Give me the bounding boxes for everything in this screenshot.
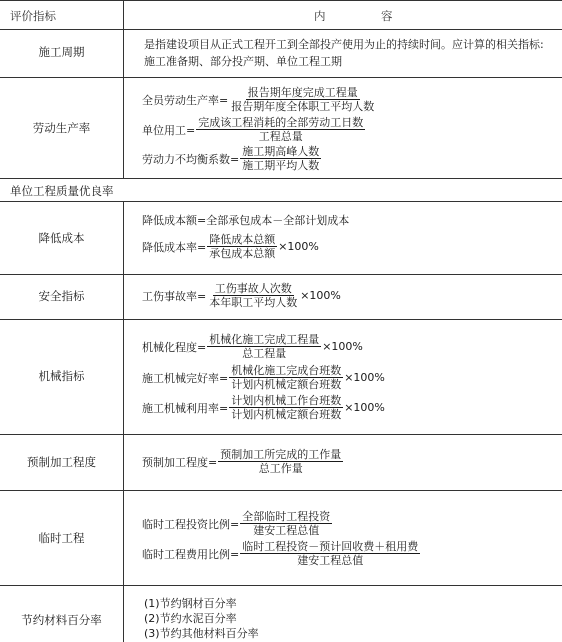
fraction [207,233,277,260]
numerator: 机械化施工完成台班数 [231,364,342,377]
denominator: 总工程量 [242,347,287,360]
formula-lhs: 全员劳动生产率= [142,93,229,107]
formula-tail: ×100% [278,240,319,253]
formula-machine-availability [142,364,385,391]
formula-tail: ×100% [344,371,385,384]
formula-injury-rate [142,282,341,309]
denominator: 计划内机械定额台班数 [231,408,342,421]
table-rule [0,29,562,30]
table-rule [0,178,562,179]
formula-lhs: 机械化程度= [142,340,207,354]
denominator: 计划内机械定额台班数 [231,378,342,391]
formula-lhs: 工伤事故率= [142,289,207,303]
formula-cost-reduction-rate [142,233,319,260]
denominator: 建安工程总值 [253,524,320,537]
formula-text: 降低成本额=全部承包成本－全部计划成本 [142,214,350,227]
numerator: 机械化施工完成工程量 [209,333,320,346]
table-rule [0,77,562,78]
table-rule [0,585,562,586]
formula-mechanization-degree [142,333,363,360]
table-rule [123,201,124,642]
row-label-cost-reduction: 降低成本 [38,231,85,245]
fraction [240,540,420,567]
formula-lhs: 劳动力不均衡系数= [142,152,240,166]
table-rule [0,274,562,275]
formula-tail: ×100% [344,401,385,414]
formula-tail: ×100% [300,289,341,302]
construction-period-text: 是指建设项目从正式工程开工到全部投产使用为止的持续时间。应计算的相关指标:施工准备期、部分投产期、单位工程工期 [144,38,544,68]
row-label-quality-rate: 单位工程质量优良率 [10,184,114,198]
numerator: 临时工程投资－预计回收费＋租用费 [242,540,419,553]
denominator: 本年职工平均人数 [209,296,298,309]
numerator: 完成该工程消耗的全部劳动工日数 [198,116,364,129]
numerator: 预制加工所完成的工作量 [220,448,342,461]
row-label-temporary: 临时工程 [38,531,85,545]
formula-tail: ×100% [322,340,363,353]
table-rule [0,201,562,202]
numerator: 工伤事故人次数 [214,282,292,295]
formula-lhs: 施工机械利用率= [142,401,229,415]
denominator: 建安工程总值 [297,554,364,567]
fraction [218,448,343,475]
row-label-labor-productivity: 劳动生产率 [32,121,91,135]
formula-labor-imbalance [142,145,322,172]
formula-temporary-investment-ratio [142,510,333,537]
formula-lhs: 施工机械完好率= [142,371,229,385]
row-label-safety: 安全指标 [38,289,85,303]
row-label-machinery: 机械指标 [38,369,85,383]
numerator: 施工期高峰人数 [242,145,320,158]
numerator: 全部临时工程投资 [242,510,331,523]
numerator: 报告期年度完成工程量 [247,86,358,99]
formula-temporary-cost-ratio [142,540,421,567]
row-label-construction-period: 施工周期 [38,45,85,59]
table-rule [0,490,562,491]
numerator: 计划内机械工作台班数 [231,394,342,407]
list-item: (1)节约钢材百分率 [144,597,237,610]
formula-lhs: 降低成本率= [142,240,207,254]
denominator: 总工作量 [258,462,303,475]
fraction [229,86,376,113]
denominator: 报告期年度全体职工平均人数 [231,100,375,113]
table-rule [0,434,562,435]
header-content: 内 容 [314,9,415,23]
fraction [207,282,299,309]
formula-overall-labor-productivity [142,86,377,113]
fraction [196,116,365,143]
numerator: 降低成本总额 [209,233,276,246]
fraction [240,510,332,537]
denominator: 施工期平均人数 [242,159,320,172]
cost-reduction-amount [142,212,349,228]
list-item: (3)节约其他材料百分率 [144,627,259,640]
row-label-prefab: 预制加工程度 [27,455,96,469]
table-rule [0,319,562,320]
fraction [229,364,343,391]
formula-lhs: 临时工程费用比例= [142,547,240,561]
denominator: 工程总量 [258,130,303,143]
fraction [240,145,321,172]
table-rule [123,0,124,178]
fraction [207,333,321,360]
formula-lhs: 临时工程投资比例= [142,517,240,531]
row-label-material-saving: 节约材料百分率 [21,613,102,627]
formula-lhs: 单位用工= [142,123,196,137]
formula-lhs: 预制加工程度= [142,455,218,469]
list-item: (2)节约水泥百分率 [144,612,237,625]
header-indicator: 评价指标 [10,9,56,23]
material-saving-list [144,596,259,641]
formula-machine-utilization [142,394,385,421]
fraction [229,394,343,421]
formula-unit-labor [142,116,366,143]
table-rule [0,0,562,1]
denominator: 承包成本总额 [209,247,276,260]
formula-prefab-degree [142,448,344,475]
